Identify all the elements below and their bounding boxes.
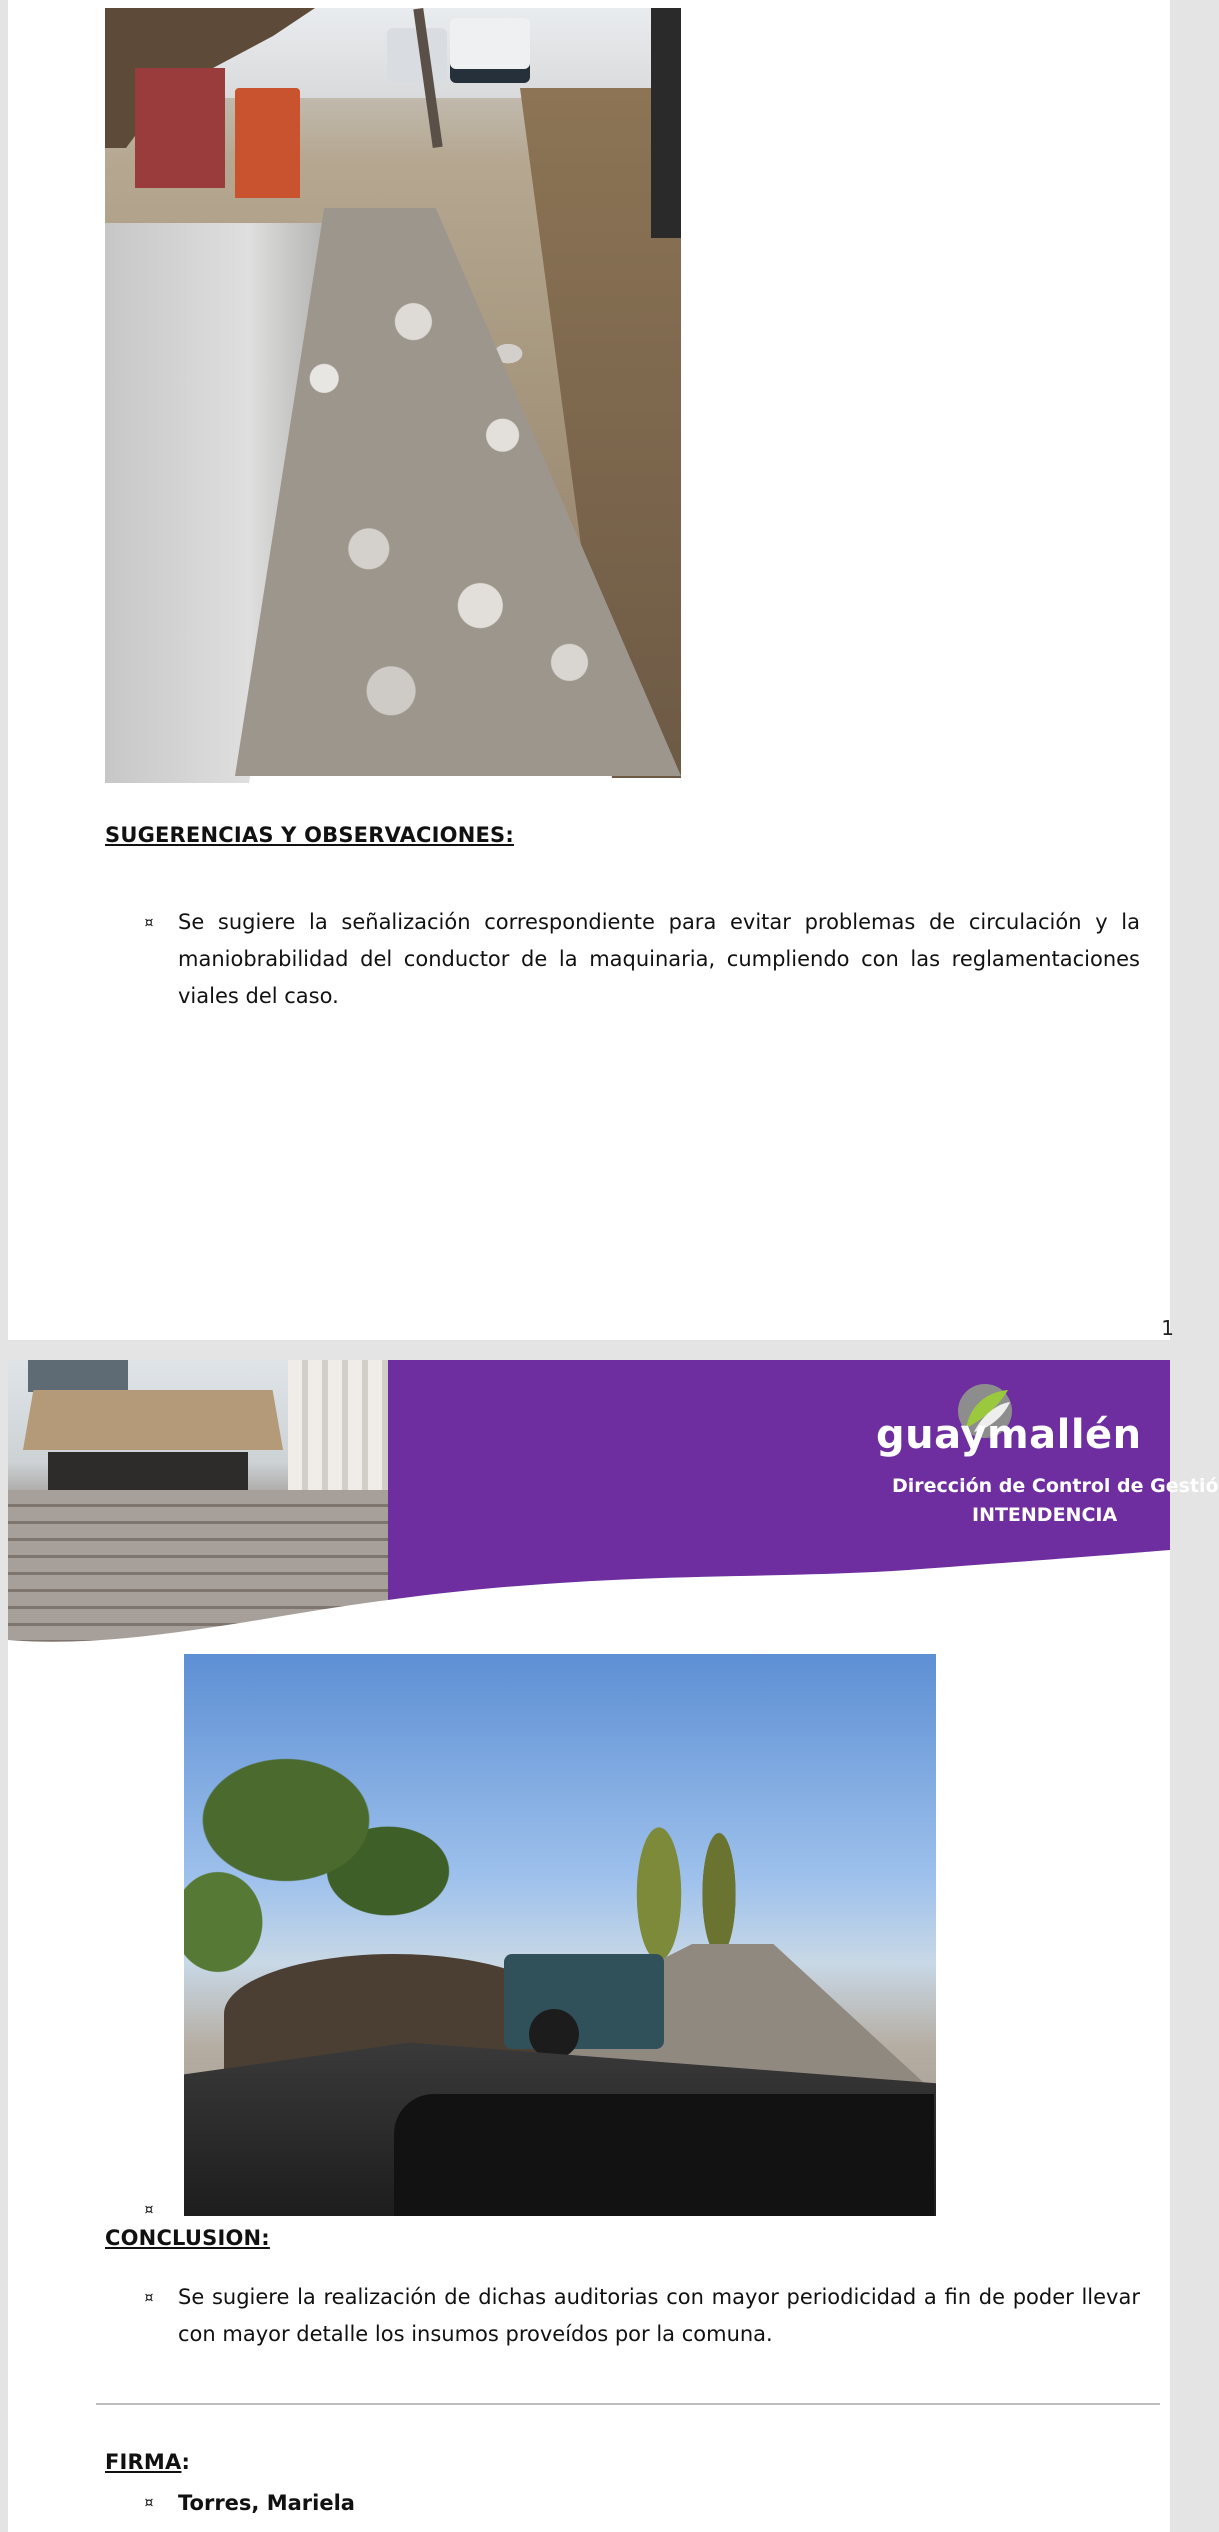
signatory-name: Torres, Mariela (178, 2491, 355, 2515)
office-name: INTENDENCIA (972, 1504, 1118, 1526)
photo-truck (450, 18, 530, 83)
suggestions-heading: SUGERENCIAS Y OBSERVACIONES: (105, 823, 514, 847)
conclusion-text: Se sugiere la realización de dichas auditorias con mayor periodicidad a fin de poder llevar con mayor detalle los insumos proveídos por la comuna. (178, 2285, 1140, 2346)
department-name: Dirección de Control de Gestió (892, 1475, 1219, 1497)
photo-backhoe (504, 1954, 664, 2049)
bullet-icon: ¤ (144, 2495, 154, 2511)
brand-wordmark: guaymallén (876, 1412, 1142, 1458)
empty-bullet-icon: ¤ (144, 2202, 154, 2218)
bullet-icon: ¤ (144, 2290, 154, 2306)
page-number: 1 (1161, 1316, 1174, 1340)
gravel-channel-photo (105, 8, 681, 776)
road-backhoe-photo (184, 1654, 936, 2216)
conclusion-heading: CONCLUSION: (105, 2226, 270, 2250)
suggestions-text: Se sugiere la señalización correspondiente para evitar problemas de circulación y la maniobrabilidad del conductor de la maquinaria, cumpliendo con las reglamentaciones viales del caso. (178, 910, 1140, 1008)
photo-orange-bin (235, 88, 300, 198)
photo-red-wall (135, 68, 225, 188)
photo-person (651, 8, 681, 238)
section-divider (96, 2403, 1160, 2405)
letterhead (8, 1360, 1219, 1652)
document-page-1 (8, 0, 1174, 1340)
signature-heading (105, 2450, 190, 2474)
signature-heading-colon: : (181, 2450, 191, 2474)
building-canopy (23, 1390, 283, 1450)
document-page-2 (8, 1360, 1219, 2532)
building-columns (288, 1360, 388, 1510)
bullet-icon: ¤ (144, 915, 154, 931)
signature-heading-label: FIRMA (105, 2450, 182, 2474)
photo-dashboard-shadow (394, 2094, 934, 2216)
header-wave (8, 1545, 1170, 1655)
building-windows (28, 1360, 128, 1392)
